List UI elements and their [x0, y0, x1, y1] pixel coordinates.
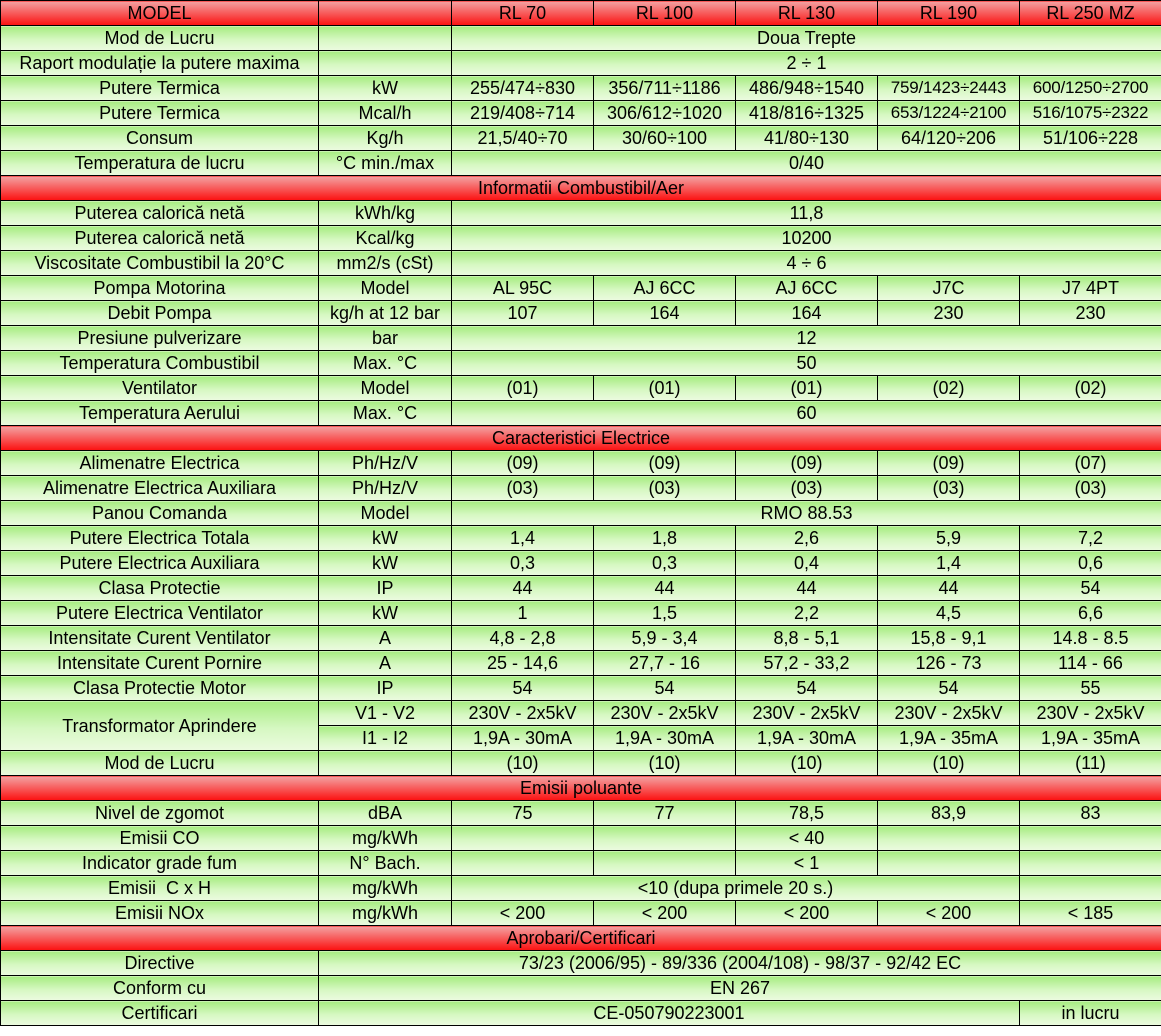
row-directive [1, 951, 1161, 976]
cell-value: 653/1224÷2100 [878, 101, 1020, 126]
row-unit: Ph/Hz/V [319, 476, 452, 501]
cell-value: (03) [878, 476, 1020, 501]
cell-value: 44 [878, 576, 1020, 601]
section-title: Emisii poluante [1, 776, 1161, 801]
row-raport [1, 51, 1161, 76]
row-label: Putere Termica [1, 101, 319, 126]
cell-value: 1,4 [452, 526, 594, 551]
cell-value: 77 [594, 801, 736, 826]
row-label: Temperatura Combustibil [1, 351, 319, 376]
row-panou [1, 501, 1161, 526]
cell-value: 64/120÷206 [878, 126, 1020, 151]
cell-value: 516/1075÷2322 [1020, 101, 1161, 126]
cell-value: 54 [736, 676, 878, 701]
row-label: Panou Comanda [1, 501, 319, 526]
row-unit: Model [319, 276, 452, 301]
row-transformator-v [1, 701, 1161, 726]
row-zgomot [1, 801, 1161, 826]
row-label: Mod de Lucru [1, 26, 319, 51]
row-label: Viscositate Combustibil la 20°C [1, 251, 319, 276]
row-putere-cal-kwh [1, 201, 1161, 226]
model-rl100: RL 100 [594, 1, 736, 26]
cell-value: 14.8 - 8.5 [1020, 626, 1161, 651]
cell-value: (02) [1020, 376, 1161, 401]
row-label: Consum [1, 126, 319, 151]
row-unit [319, 26, 452, 51]
row-label: Debit Pompa [1, 301, 319, 326]
row-unit: mm2/s (cSt) [319, 251, 452, 276]
cell-value: 1,9A - 35mA [878, 726, 1020, 751]
row-value: 12 [452, 326, 1161, 351]
row-unit [319, 751, 452, 776]
cell-value: 356/711÷1186 [594, 76, 736, 101]
row-unit: Kg/h [319, 126, 452, 151]
row-int-vent [1, 626, 1161, 651]
row-unit: kW [319, 526, 452, 551]
row-label: Nivel de zgomot [1, 801, 319, 826]
row-unit: Model [319, 501, 452, 526]
section-emisii [1, 776, 1161, 801]
row-label: Emisii CO [1, 826, 319, 851]
cell-value: (10) [452, 751, 594, 776]
cell-value: AJ 6CC [594, 276, 736, 301]
cell-value: 1,8 [594, 526, 736, 551]
row-label: Intensitate Curent Ventilator [1, 626, 319, 651]
cell-value: 0,3 [452, 551, 594, 576]
cell-value: 83,9 [878, 801, 1020, 826]
row-putere-kw [1, 76, 1161, 101]
row-label: Putere Electrica Auxiliara [1, 551, 319, 576]
cell-value: 486/948÷1540 [736, 76, 878, 101]
row-unit: °C min./max [319, 151, 452, 176]
cell-value: 5,9 - 3,4 [594, 626, 736, 651]
cell-value: 21,5/40÷70 [452, 126, 594, 151]
cell-value: 15,8 - 9,1 [878, 626, 1020, 651]
cell-value: 164 [736, 301, 878, 326]
row-temp-lucru [1, 151, 1161, 176]
row-temp-aer [1, 401, 1161, 426]
cell-value: (10) [736, 751, 878, 776]
row-label: Clasa Protectie [1, 576, 319, 601]
row-unit: kW [319, 551, 452, 576]
cell-value: < 40 [736, 826, 878, 851]
cell-value: 44 [452, 576, 594, 601]
row-label: Alimenatre Electrica Auxiliara [1, 476, 319, 501]
cell-value: 107 [452, 301, 594, 326]
cell-value: 600/1250÷2700 [1020, 76, 1161, 101]
row-unit: Model [319, 376, 452, 401]
model-rl190: RL 190 [878, 1, 1020, 26]
row-value: 50 [452, 351, 1161, 376]
cell-value: 1,5 [594, 601, 736, 626]
cell-value: 1 [452, 601, 594, 626]
cell-value: 255/474÷830 [452, 76, 594, 101]
row-label: Transformator Aprindere [1, 701, 319, 751]
cell-value: 4,8 - 2,8 [452, 626, 594, 651]
row-unit: bar [319, 326, 452, 351]
row-unit: V1 - V2 [319, 701, 452, 726]
cell-value: AJ 6CC [736, 276, 878, 301]
row-value: EN 267 [319, 976, 1161, 1001]
row-value: CE-050790223001 [319, 1001, 1020, 1026]
row-label: Certificari [1, 1001, 319, 1026]
cell-value: 230V - 2x5kV [594, 701, 736, 726]
row-unit: N° Bach. [319, 851, 452, 876]
row-unit: dBA [319, 801, 452, 826]
row-unit: IP [319, 676, 452, 701]
row-value: 60 [452, 401, 1161, 426]
cell-value: < 1 [736, 851, 878, 876]
row-nox [1, 901, 1161, 926]
cell-value: 759/1423÷2443 [878, 76, 1020, 101]
cell-value: 5,9 [878, 526, 1020, 551]
cell-value: (03) [1020, 476, 1161, 501]
cell-value: 230V - 2x5kV [1020, 701, 1161, 726]
row-alim-aux [1, 476, 1161, 501]
section-electrice [1, 426, 1161, 451]
row-unit: kg/h at 12 bar [319, 301, 452, 326]
cell-value: (07) [1020, 451, 1161, 476]
cell-value: 230 [878, 301, 1020, 326]
model-header: MODEL [1, 1, 319, 26]
cell-value: 57,2 - 33,2 [736, 651, 878, 676]
row-label: Clasa Protectie Motor [1, 676, 319, 701]
cell-value: 2,2 [736, 601, 878, 626]
cell-value: (01) [736, 376, 878, 401]
row-value: 4 ÷ 6 [452, 251, 1161, 276]
cell-value: 30/60÷100 [594, 126, 736, 151]
row-label: Presiune pulverizare [1, 326, 319, 351]
row-unit: Ph/Hz/V [319, 451, 452, 476]
unit-header [319, 1, 452, 26]
cell-value: 55 [1020, 676, 1161, 701]
row-consum [1, 126, 1161, 151]
row-unit: kW [319, 601, 452, 626]
row-unit: Max. °C [319, 351, 452, 376]
cell-value: (09) [594, 451, 736, 476]
row-putere-mcal [1, 101, 1161, 126]
cell-value: 0,3 [594, 551, 736, 576]
row-label: Puterea calorică netă [1, 226, 319, 251]
row-unit: A [319, 626, 452, 651]
row-label: Temperatura de lucru [1, 151, 319, 176]
cell-value: 54 [1020, 576, 1161, 601]
row-pompa [1, 276, 1161, 301]
row-unit: kW [319, 76, 452, 101]
row-conform [1, 976, 1161, 1001]
cell-value: 54 [878, 676, 1020, 701]
cell-value: in lucru [1020, 1001, 1161, 1026]
header-row [1, 1, 1161, 26]
row-mod-lucru-2 [1, 751, 1161, 776]
model-rl70: RL 70 [452, 1, 594, 26]
row-label: Conform cu [1, 976, 319, 1001]
row-value: Doua Trepte [452, 26, 1161, 51]
cell-value: 230V - 2x5kV [452, 701, 594, 726]
row-label: Puterea calorică netă [1, 201, 319, 226]
cell-value: 54 [452, 676, 594, 701]
row-label: Putere Termica [1, 76, 319, 101]
row-value: 0/40 [452, 151, 1161, 176]
cell-value: (01) [594, 376, 736, 401]
cell-value: 126 - 73 [878, 651, 1020, 676]
cell-value: 4,5 [878, 601, 1020, 626]
row-put-vent [1, 601, 1161, 626]
model-rl250mz: RL 250 MZ [1020, 1, 1161, 26]
row-label: Emisii NOx [1, 901, 319, 926]
cell-value: 7,2 [1020, 526, 1161, 551]
row-label: Directive [1, 951, 319, 976]
cell-empty [594, 826, 736, 851]
row-label: Putere Electrica Totala [1, 526, 319, 551]
cell-empty [1020, 876, 1161, 901]
cell-value: 230V - 2x5kV [878, 701, 1020, 726]
cell-value: < 200 [736, 901, 878, 926]
model-rl130: RL 130 [736, 1, 878, 26]
row-label: Mod de Lucru [1, 751, 319, 776]
cell-value: 51/106÷228 [1020, 126, 1161, 151]
row-label: Intensitate Curent Pornire [1, 651, 319, 676]
cell-value: 27,7 - 16 [594, 651, 736, 676]
cell-value: (03) [452, 476, 594, 501]
cell-value: 1,9A - 30mA [736, 726, 878, 751]
cell-value: 44 [594, 576, 736, 601]
cell-value: 1,9A - 35mA [1020, 726, 1161, 751]
row-cxh [1, 876, 1161, 901]
section-combustibil [1, 176, 1161, 201]
cell-empty [878, 826, 1020, 851]
row-debit [1, 301, 1161, 326]
cell-value: < 200 [594, 901, 736, 926]
cell-value: 78,5 [736, 801, 878, 826]
row-unit: I1 - I2 [319, 726, 452, 751]
row-unit [319, 51, 452, 76]
cell-value: (01) [452, 376, 594, 401]
cell-value: (03) [594, 476, 736, 501]
section-title: Informatii Combustibil/Aer [1, 176, 1161, 201]
cell-value: AL 95C [452, 276, 594, 301]
row-ventilator [1, 376, 1161, 401]
row-unit: Kcal/kg [319, 226, 452, 251]
section-title: Caracteristici Electrice [1, 426, 1161, 451]
cell-value: 6,6 [1020, 601, 1161, 626]
row-unit: kWh/kg [319, 201, 452, 226]
row-value: 2 ÷ 1 [452, 51, 1161, 76]
row-put-totala [1, 526, 1161, 551]
cell-value: 25 - 14,6 [452, 651, 594, 676]
cell-value: 1,4 [878, 551, 1020, 576]
row-label: Emisii C x H [1, 876, 319, 901]
cell-value: 0,4 [736, 551, 878, 576]
row-label: Alimenatre Electrica [1, 451, 319, 476]
cell-empty [1020, 826, 1161, 851]
row-viscozitate [1, 251, 1161, 276]
row-presiune [1, 326, 1161, 351]
cell-value: 44 [736, 576, 878, 601]
cell-value: 83 [1020, 801, 1161, 826]
cell-value: (10) [594, 751, 736, 776]
row-label: Indicator grade fum [1, 851, 319, 876]
row-unit: Max. °C [319, 401, 452, 426]
cell-value: (09) [452, 451, 594, 476]
row-label: Ventilator [1, 376, 319, 401]
row-co [1, 826, 1161, 851]
row-label: Putere Electrica Ventilator [1, 601, 319, 626]
cell-value: 8,8 - 5,1 [736, 626, 878, 651]
row-label: Raport modulație la putere maxima [1, 51, 319, 76]
cell-value: J7 4PT [1020, 276, 1161, 301]
cell-value: < 200 [878, 901, 1020, 926]
cell-value: J7C [878, 276, 1020, 301]
row-unit: mg/kWh [319, 876, 452, 901]
cell-value: 1,9A - 30mA [452, 726, 594, 751]
row-clasa-motor [1, 676, 1161, 701]
row-alim [1, 451, 1161, 476]
row-unit: A [319, 651, 452, 676]
cell-value: 75 [452, 801, 594, 826]
row-temp-comb [1, 351, 1161, 376]
cell-empty [452, 826, 594, 851]
row-unit: IP [319, 576, 452, 601]
cell-empty [1020, 851, 1161, 876]
row-value: RMO 88.53 [452, 501, 1161, 526]
cell-value: 54 [594, 676, 736, 701]
cell-value: < 185 [1020, 901, 1161, 926]
row-unit: mg/kWh [319, 826, 452, 851]
cell-value: 164 [594, 301, 736, 326]
cell-value: < 200 [452, 901, 594, 926]
row-put-aux [1, 551, 1161, 576]
cell-value: 0,6 [1020, 551, 1161, 576]
row-unit: mg/kWh [319, 901, 452, 926]
row-int-porn [1, 651, 1161, 676]
row-label: Temperatura Aerului [1, 401, 319, 426]
row-value: 11,8 [452, 201, 1161, 226]
row-value: <10 (dupa primele 20 s.) [452, 876, 1020, 901]
cell-value: 114 - 66 [1020, 651, 1161, 676]
row-value: 73/23 (2006/95) - 89/336 (2004/108) - 98/37 - 92/42 EC [319, 951, 1161, 976]
cell-value: 2,6 [736, 526, 878, 551]
row-certificari [1, 1001, 1161, 1026]
row-unit: Mcal/h [319, 101, 452, 126]
cell-value: 41/80÷130 [736, 126, 878, 151]
row-clasa [1, 576, 1161, 601]
row-value: 10200 [452, 226, 1161, 251]
cell-value: 230 [1020, 301, 1161, 326]
cell-value: (09) [878, 451, 1020, 476]
cell-value: (11) [1020, 751, 1161, 776]
cell-empty [594, 851, 736, 876]
section-aprobari [1, 926, 1161, 951]
cell-empty [452, 851, 594, 876]
cell-value: (09) [736, 451, 878, 476]
cell-value: (03) [736, 476, 878, 501]
cell-value: (02) [878, 376, 1020, 401]
cell-empty [878, 851, 1020, 876]
cell-value: 230V - 2x5kV [736, 701, 878, 726]
row-label: Pompa Motorina [1, 276, 319, 301]
section-title: Aprobari/Certificari [1, 926, 1161, 951]
cell-value: 1,9A - 30mA [594, 726, 736, 751]
cell-value: 219/408÷714 [452, 101, 594, 126]
row-fum [1, 851, 1161, 876]
cell-value: (10) [878, 751, 1020, 776]
row-putere-cal-kcal [1, 226, 1161, 251]
cell-value: 418/816÷1325 [736, 101, 878, 126]
row-mod-lucru [1, 26, 1161, 51]
cell-value: 306/612÷1020 [594, 101, 736, 126]
